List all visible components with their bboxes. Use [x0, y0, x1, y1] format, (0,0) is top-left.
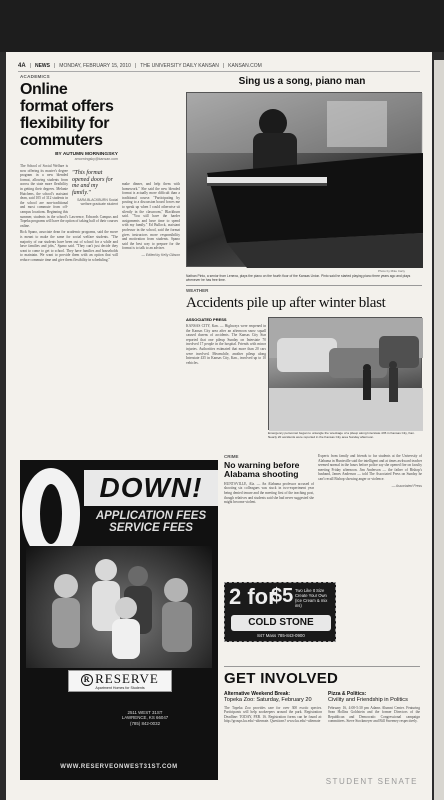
piano-photo: [186, 92, 422, 267]
piano-scene: [187, 93, 423, 268]
zoo-body: The Topeka Zoo provides care for over 300 exotic species. Participants will help zookeepers around the park. Registration Deadline: TODAY, FEB. 16. Registration forms can be found at: http://groups.ku.edu/~alternate. Questions? www.ku.edu/~alternate: [224, 705, 322, 724]
reserve-phone: (785) 842-0032: [129, 720, 161, 726]
story-online-format-col2: [122, 182, 180, 257]
accident-photo-caption: Emergency personnel began to untangle the wreckage of a pileup along Interstate 435 in Kansas City, Kan. Nearly 20 accidents were reported in the Kansas City area Sunday afternoon.: [268, 431, 415, 439]
ad-fees-text: APPLICATION FEES SERVICE FEES: [95, 510, 207, 534]
reserve-tagline: Apartment Homes for Students: [95, 686, 145, 691]
story-source: ASSOCIATED PRESS: [186, 317, 227, 322]
story-alabama-shooting-col2: [318, 454, 422, 488]
byline-email: amorningsky@kansan.com: [74, 157, 118, 161]
byline: BY AUTUMN MORNINGSKY: [55, 152, 118, 157]
photo-caption: Nathan Pinto, a senior from Lenexa, plays the piano on the fourth floor of the Kansas Union. Pinto said he started playing piano three years ago and plays whenever he has free time.: [186, 274, 411, 282]
reserve-logo-text: RESERVE: [95, 671, 159, 686]
reserve-logo: [68, 670, 172, 692]
story-headline-shooting: No warning before Alabama shooting: [224, 460, 300, 480]
page-header: 4A | NEWS | MONDAY, FEBRUARY 15, 2010 | THE UNIVERSITY DAILY KANSAN | KANSAN.COM: [18, 63, 262, 69]
scan-dark-border: [0, 0, 444, 52]
get-involved-ad: [224, 666, 420, 796]
reserve-website: WWW.RESERVEONWEST31ST.COM: [60, 764, 178, 770]
coldstone-logo: COLD STONE: [231, 615, 331, 631]
politics-title: Civility and Friendship in Politics: [328, 697, 408, 703]
site-name: KANSAN.COM: [228, 63, 262, 69]
coldstone-coupon-ad: [224, 582, 336, 642]
section-rule: [186, 285, 422, 286]
students-group-photo: [26, 546, 212, 668]
story-headline-accidents: Accidents pile up after winter blast: [186, 295, 386, 311]
people-silhouettes: [26, 546, 212, 668]
politics-body: February 16, 4:00-5:30 pm Adams Alumni Center. Featuring Sean Hollins Goldstein and the former Directors of the Republican and Democratic Congressional campaign committees. Steve Stockmeyer and Bill Sweeney respectively.: [328, 705, 420, 724]
story-body-col2: make dinner, and help them with homework." She said the new blended format is actually more difficult than a traditional course. "Participating by posting to a discussion board forces me to speak up when I could otherwise sit silently in the classroom," Blackburn said. "You still have the harder assignments and have time to spend with my family." Ed Bullock, assistant professor in the school, said the format gives instructors more responsibility and motivation from students. Spano said the best way to prepare for the format is to talk to an adviser.: [122, 182, 180, 251]
story-body: KANSAS CITY, Kan. — Highways were reopened in the Kansas City area after an afternoon snow squall caused dozens of accidents. The Kansas City Star reported that one pileup Sunday on Interstate 70 involved 17 people in the hospital. Friends with minor injuries. Authorities estimated that more than 20 cars were involved. Meanwhile, another pileup along Interstate 435 in Kansas City, Kan., involved up to 10 vehicles.: [186, 324, 266, 365]
wreck-scene: [269, 318, 423, 431]
zoo-subtitle: Alternative Weekend Break:: [224, 691, 291, 697]
story-online-format: [20, 74, 118, 262]
reserve-ad: [20, 460, 218, 780]
story-body: HUNTSVILLE, Ala. — An Alabama professor accused of shooting six colleagues was stuck in two-experiment year being denied tenure and the meeting first of the teaching post, though relatives and students said she had never suggested she might become violent.: [224, 481, 314, 505]
section-name: NEWS: [34, 63, 50, 69]
story-kicker-crime: CRIME: [224, 454, 239, 459]
story-headline: Online format offers flexibility for commuters: [20, 81, 114, 149]
story-alabama-shooting: [224, 454, 314, 505]
pull-quote: [72, 170, 118, 206]
story-kicker-weather: WEATHER: [186, 288, 209, 293]
ad-headline: DOWN!: [84, 470, 218, 506]
publication-name: THE UNIVERSITY DAILY KANSAN: [140, 63, 219, 69]
pull-quote-text: "This format opened doors for me and my family.": [72, 170, 113, 196]
pull-quote-attribution: SARA BLACKBURN Social welfare graduate student: [77, 198, 118, 207]
edited-by: — Edited by Kelly Gibson: [141, 252, 180, 257]
reserve-address-line1: 2511 WEST 31ST: [127, 710, 163, 715]
newspaper-page: [6, 52, 432, 800]
story-body-col2: Experts from family and friends to fur students at the University of Alabama in Huntsville said the intelligent and at times awkward teacher seemed normal in the hours before police say she opened fire on faculty meeting Friday afternoon. Jim Anderson — the father of Bishop's husband, James Anderson — told The Associated Press on Sunday he can't recall Bishop showing anger or violence.: [318, 454, 422, 481]
header-rule: [18, 71, 420, 72]
story-kicker: ACADEMICS: [20, 74, 50, 79]
politics-subtitle: Pizza & Politics:: [328, 691, 367, 697]
coldstone-address: 847 Mass 785-843-0900: [257, 633, 305, 638]
photo-heading: Sing us a song, piano man: [238, 76, 366, 87]
story-source: — Associated Press: [391, 483, 422, 488]
issue-date: MONDAY, FEBRUARY 15, 2010: [59, 63, 131, 69]
reserve-address-line2: LAWRENCE, KS 66047: [121, 715, 169, 721]
story-body: The School of Social Welfare is now offering its master's degree program in a new blended format, allowing students from across the state more flexibility in getting their degrees. Melanie Hutchens, the school's assistant dean, said 105 of 312 students in the school are non-traditional and most commute from off-campus locations. Beginning this summer, students in the school's Lawrence, Edwards Campus and Topeka programs will have the option of taking half of their courses online.: [20, 164, 118, 228]
story-body-continued: Rick Spano, associate dean for academic programs, said the move is meant to make the same for social welfare students. "The majority of our students have been out of school for a while and have families and jobs," Spano said. "They can't just decide they want to come to get to school. They have families and households to maintain. We want to provide them with an option that will reduce commute time and give them flexibility in scheduling.": [20, 230, 118, 262]
coupon-price: $5: [271, 585, 294, 607]
accident-photo: [268, 317, 422, 430]
adjacent-page-edge: [434, 60, 444, 800]
page-number: 4A: [18, 63, 26, 69]
get-involved-zoo: [224, 691, 322, 724]
reserve-address: [80, 710, 210, 726]
zoo-title: Topeka Zoo: Saturday, February 20: [224, 697, 312, 703]
reserve-logo-mark: R: [81, 674, 93, 686]
get-involved-politics: [328, 691, 420, 724]
photo-credit: Photo by Mike Carty: [378, 269, 406, 273]
story-accidents: [186, 317, 266, 365]
get-involved-title: GET INVOLVED: [224, 670, 339, 687]
coupon-offer: Two Like It Size Create Your Own (Ice Cream & mix ins): [295, 588, 328, 608]
student-senate-logo: STUDENT SENATE: [325, 777, 418, 786]
coupon-two-for: 2 for: [229, 584, 277, 609]
